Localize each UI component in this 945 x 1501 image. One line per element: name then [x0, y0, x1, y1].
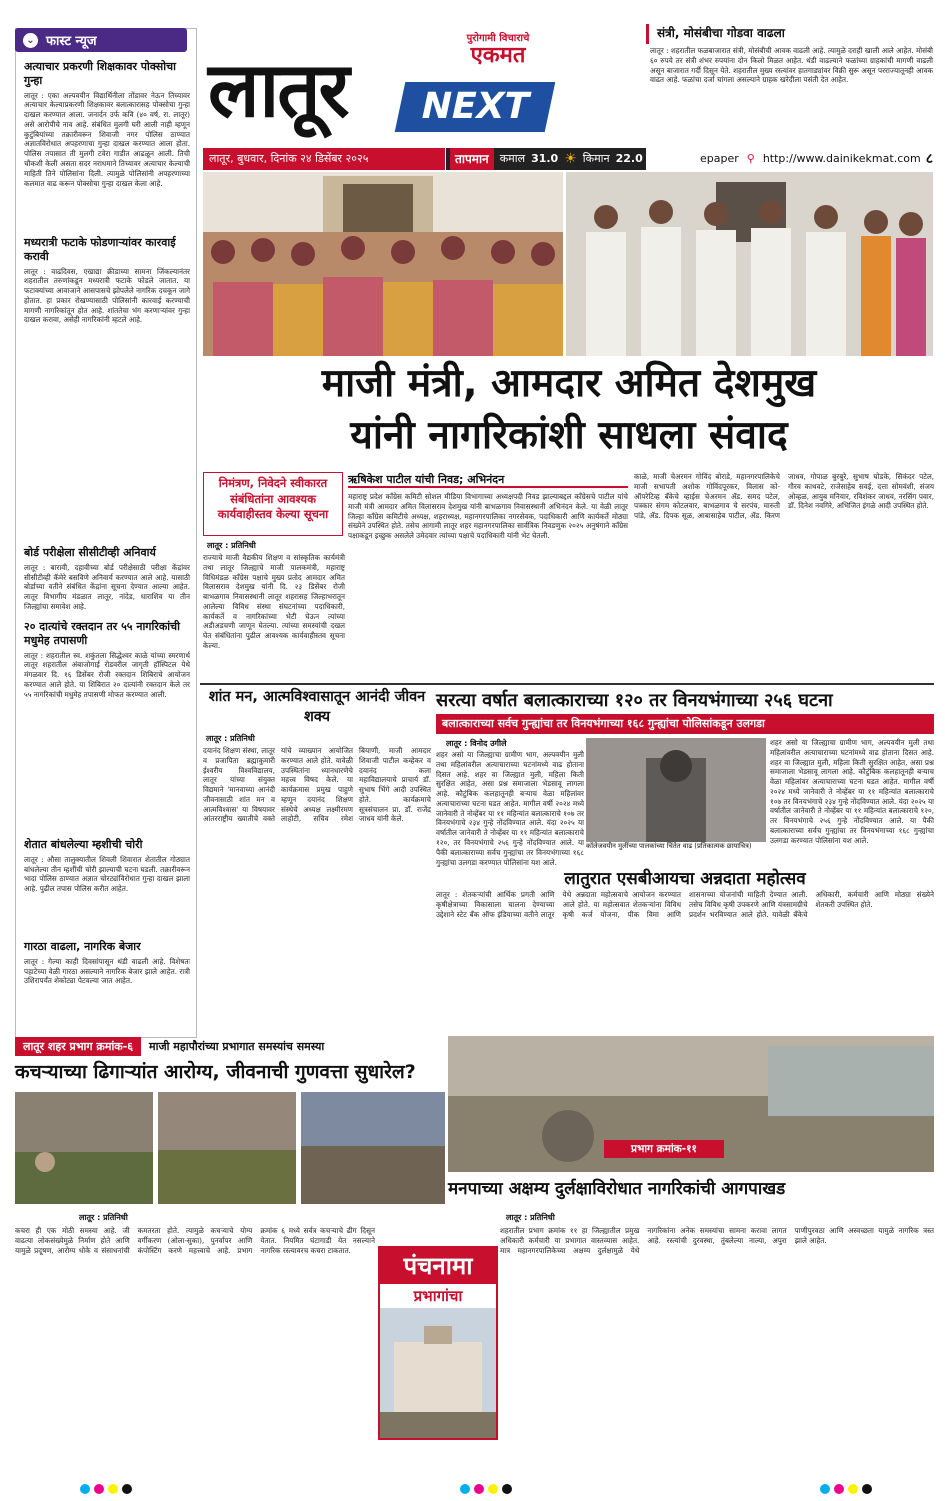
temp-max-label: कमाल: [499, 152, 526, 165]
page-number: ८: [925, 151, 933, 167]
byline: लातूर : प्रतिनिधी: [79, 1213, 128, 1222]
chevron-down-icon: ⌄: [23, 33, 38, 48]
sbi-headline: लातुरात एसबीआयचा अन्नदाता महोत्सव: [564, 869, 806, 889]
divider: [200, 683, 934, 685]
sidebar-item-title: २० दात्यांचे रक्तदान तर ५५ नागरिकांची मधुमेह तपासणी: [24, 620, 180, 647]
shant-man-headline: शांत मन, आत्मविश्वासातून आनंदी जीवन शक्य: [208, 689, 426, 725]
ward6-headline: कचऱ्याच्या ढिगाऱ्यांत आरोग्य, जीवनाची गुणवत्ता सुधारेल?: [15, 1061, 416, 1083]
byline: लातूर : विनोद उगीले: [446, 739, 507, 748]
byline: लातूर : प्रतिनिधी: [506, 1213, 555, 1222]
sidebar-item: [24, 838, 190, 932]
temp-min: 22.0: [615, 152, 643, 165]
sidebar-item-title: बोर्ड परीक्षेला सीसीटीव्ही अनिवार्य: [24, 546, 156, 559]
crime-subheadline: बलात्काराच्या सर्वच गुन्ह्यांचा तर विनयभंगाच्या १६८ गुन्ह्यांचा पोलिसांकडून उलगडा: [436, 714, 934, 734]
lead-headline-line2: यांनी नागरिकांशी साधला संवाद: [350, 413, 788, 458]
ward-bar-text: माजी महापौरांच्या प्रभागात समस्यांच समस्या: [149, 1039, 325, 1053]
shant-man-body: दयानंद शिक्षण संस्था, लातूर व प्रजापिता ब्रह्माकुमारी ईश्वरीय विश्वविद्यालय, लातूर यांच्या संयुक्त विद्यमाने 'मानवाच्या आनंदी जीवनासाठी शांत मन व आत्मविश्वास' या विषयावर आंतरराष्ट्रीय ख्यातीचे वक्ते यांचे व्याख्यान आयोजित करण्यात आले होते. यावेळी उपस्थितांना ध्यानधारणेचे महत्त्व विषद केले. या कार्यक्रमास प्रमुख पाहुणे म्हणून दयानंद शिक्षण संस्थेचे अध्यक्ष लक्ष्मीरमण लाहोटी, सचिव रमेश बियाणी, माजी आमदार शिवाजी पाटील कव्हेकर व दयानंद कला महाविद्यालयाचे प्राचार्य डॉ. सुभाष भिंगे आदी उपस्थित होते. कार्यक्रमाचे सूत्रसंचालन प्रा. डॉ. राजेंद्र जाधव यांनी केले.: [203, 746, 431, 824]
sidebar-item: [24, 940, 190, 1034]
weather-bar: [446, 148, 646, 170]
lead-photo-right: [566, 172, 933, 356]
crime-body-cont: शहर असो या जिल्ह्याचा ग्रामीण भाग, अल्पवयीन मुली तथा महिलांवरील अत्याचाराच्या घटनांमध्ये वाढ होताना दिसत आहे. शहर वा जिल्ह्यात मुली, महिला किती सुरक्षित आहेत, असा प्रश्न समाजाला भेडसावू लागला आहे. कौटुंबिक कलहातूनही बऱ्याच वेळा महिलांवर अत्याचाराच्या घटना घडत आहेत. मागील वर्षी २०२४ मध्ये जानेवारी ते नोव्हेंबर या ११ महिन्यांत बलात्काराचे १०७ तर विनयभंगाचे २३४ गुन्हे नोंदविण्यात आले. यंदा २०२५ या वर्षातील जानेवारी ते नोव्हेंबर या ११ महिन्यांत बलात्काराचे १२०, तर विनयभंगाचे २५६ गुन्हे नोंदविण्यात आले. या पैकी बलात्काराच्या सर्वच गुन्ह्यांचा तर विनयभंगाच्या १६८ गुन्ह्यांचा उलगडा करण्यात पोलिसांना यश आले.: [770, 738, 934, 845]
ward11-tag: प्रभाग क्रमांक-११: [604, 1140, 724, 1158]
temp-min-label: किमान: [582, 152, 610, 165]
fast-news-banner: [15, 28, 187, 52]
lead-headline-line1: माजी मंत्री, आमदार अमित देशमुख: [321, 361, 817, 406]
lead-headline: [205, 358, 933, 468]
registration-strip: [0, 1476, 945, 1501]
lead-photo-left: [203, 172, 563, 356]
logo: लातूर: [208, 45, 348, 134]
sidebar-item-title: शेतात बांधलेल्या म्हशीची चोरी: [24, 838, 143, 851]
crime-headline: सरत्या वर्षात बलात्काराच्या १२० तर विनयभंगाच्या २५६ घटना: [436, 690, 833, 711]
tagline: [438, 30, 558, 76]
tagline-top: पुरोगामी विचाराचे: [466, 33, 530, 44]
sbi-body: लातूर : शेतकऱ्यांची आर्थिक प्रगती आणि कृषीक्षेत्राच्या विकासाला चालना देण्याच्या उद्देशाने स्टेट बँक ऑफ इंडियाच्या वतीने लातूर येथे अन्नदाता महोत्सवाचे आयोजन करण्यात आले होते. या महोत्सवात शेतकऱ्यांना विविध कृषी कर्ज योजना, पीक विमा आणि शासनाच्या योजनांची माहिती देण्यात आली. तसेच विविध कृषी उपकरणे आणि यंत्रसामग्रीचे प्रदर्शन भरविण्यात आले होते. यावेळी बँकेचे अधिकारी, कर्मचारी आणि मोठ्या संख्येने शेतकरी उपस्थित होते.: [436, 890, 934, 919]
epaper-label: epaper: [700, 152, 739, 165]
building-icon: [380, 1308, 496, 1438]
ward6-photos: [15, 1092, 445, 1204]
panchnama-sub: प्रभागांचा: [380, 1284, 496, 1308]
ward11-body: शहरातील प्रभाग क्रमांक ११ हा जिल्ह्यातील प्रमुख अधिकारी कर्मचारी या प्रभागात वास्तव्यास आहेत. मात्र महानगरपालिकेच्या अक्षम्य दुर्लक्षामुळे येथे नागरिकांना अनेक समस्यांचा सामना करावा लागत आहे. रस्त्यांची दुरवस्था, तुंबलेल्या नाल्या, अपुरा पाणीपुरवठा आणि अस्वच्छता यामुळे नागरिक त्रस्त झाले आहेत.: [500, 1226, 934, 1255]
top-right-body: लातूर : शहरातील फळबाजारात संत्री, मोसंबीची आवक वाढली आहे. त्यामुळे दराही खाली आले आहेत. मोसंबी ६० रुपये तर संत्री शंभर रुपयांना दोन किलो मिळत आहेत. थंडी वाढल्याने फळांच्या ग्राहकांची मागणी वाढली असून बाजारात गर्दी दिसून येते. शहरातील मुख्य रस्त्यांवर हातगाड्यांवर विक्री सुरू असून परराज्यातूनही आवक वाढत आहे. फळांचा दर्जा चांगला असल्याने ग्राहक खरेदीला पसंती देत आहेत.: [650, 46, 933, 85]
ward6-body: कचरा ही एक मोठी समस्या आहे. जी वाढत्या लोकसंख्येमुळे निर्माण होते आणि यामुळे प्रदूषण, आरोग्य धोके व संसाधनांची कमतरता होते. त्यामुळे कचऱ्याचे योग्य वर्गीकरण (ओला-सुका), पुनर्वापर आणि कंपोस्टिंग करणे महत्त्वाचे आहे. प्रभाग क्रमांक ६ मध्ये सर्वत्र कचऱ्याचे ढीग दिसून येतात. नियमित घंटागाडी येत नसल्याने नागरिक रस्त्यावरच कचरा टाकतात.: [15, 1226, 375, 1255]
search-icon: ⚲: [746, 152, 755, 165]
side-box-body: राज्याचे माजी वैद्यकीय शिक्षण व सांस्कृतिक कार्यमंत्री तथा लातूर जिल्ह्याचे माजी पालकमंत्री, महाराष्ट्र विधिमंडळ काँग्रेस पक्षाचे मुख्य प्रतोद आमदार अमित विलासराव देशमुख यांनी दि. २३ डिसेंबर रोजी बाभळगाव निवासस्थानी लातूर शहरासह जिल्हाभरातून आलेल्या विविध संस्था संघटनांच्या पदाधिकारी, कार्यकर्ते व नागरिकांच्या भेटी घेऊन त्यांच्या अडीअडचणी जाणून घेतल्या. त्यांच्या समस्यांची दखल घेत संबंधितांना पुढील आवश्यक कार्यवाहीस्तव सूचना केल्या.: [203, 553, 345, 651]
sidebar-item: [24, 60, 190, 210]
byline: लातूर : प्रतिनिधी: [207, 541, 256, 550]
byline: लातूर : प्रतिनिधी: [206, 734, 255, 743]
sidebar-item-body: लातूर : वाढदिवस, एखाद्या क्रीडाच्या सामना जिंकल्यानंतर शहरातील तरुणांकडून मध्यरात्री फटाके फोडले जातात. या फटाक्यांच्या आवाजाने आसपासचे झोपलेले नागरिक दचकून जागे होतात. हा प्रकार रोखण्यासाठी पोलिसांनी कारवाई करण्याची मागणी नागरिकांतून होत आहे. शांततेचा भंग करणाऱ्यांवर गुन्हा दाखल करावा, असेही नागरिकांनी म्हटले आहे.: [24, 266, 190, 325]
brand-name: एकमत: [470, 43, 526, 68]
sidebar-item: [24, 546, 190, 616]
sidebar-item-body: लातूर : औसा तालुक्यातील शिवली शिवारात शेतातील गोठ्यात बांधलेल्या तीन म्हशींची चोरी झाल्याची घटना घडली. तक्रारीवरून भादा पोलिस ठाण्यात अज्ञात चोरट्यांविरोधात गुन्हा दाखल झाला आहे. पुढील तपास पोलिस करीत आहेत.: [24, 854, 190, 894]
epaper-info: [646, 148, 933, 170]
panchnama-title: पंचनामा: [380, 1248, 496, 1284]
side-box-headline: निमंत्रण, निवेदने स्वीकारत संबंधितांना आवश्यक कार्यवाहीस्तव केल्या सूचना: [203, 472, 343, 536]
names-list: काळे, माजी चेअरमन गोविंद बोराडे, महानगरपालिकेचे माजी सभापती अशोक गोविंदपूरकर, विलास को-ऑपरेटिव्ह बँकेचे व्हाईस चेअरमन ॲड. समद पटेल, पत्रकार संगम कोटलवार, बाभळगाव चे सरपंच, मारुती पांडे, ॲड. दिपक सूळ, आबासाहेब पाटील, ॲड. किरण जाधव, गोपाळ बुरबुरे, सुभाष घोडके, सिकंदर पटेल, गौरव काथवटे, राजेसाहेब सवई, दत्ता सोमवंशी, संजय ओव्हळ, आयुब मनियार, रविशंकर जाधव, नरसिंग पवार, डॉ. दिनेश नवगिरे, अभिजित इंगळे आदी उपस्थित होते.: [634, 472, 934, 521]
panchnama-badge: [378, 1246, 498, 1440]
sidebar-item-body: लातूर : एका अल्पवयीन विद्यार्थिनीला तोंडावर नेऊन तिच्यावर अत्याचार केल्याप्रकरणी शिक्षकावर बलात्कारासह पोक्सोचा गुन्हा दाखल करण्यात आला. जनार्दन उर्फ कवि (४० वर्ष, रा. लातूर) असे आरोपीचे नाव आहे. संबंधित मुलगी घरी आली नाही म्हणून कुटुंबियांच्या तक्रारीवरून शिवाजी नगर पोलिस ठाण्यात अज्ञातविरोधात अपहरणाचा गुन्हा दाखल करण्यात आला होता. पोलिस तपासात ती मुलगी टवेरा गाडीत आढळून आली. तिची चौकशी केली असता सदर नराधमाने तिच्यावर अत्याचार केल्याची माहिती तिने पोलिसांना दिली. त्यामुळे पोलिसांनी अपहरणाच्या कलमात वाढ करून पोक्सोचा गुन्हा दाखल केला आहे.: [24, 90, 190, 188]
sidebar-item-body: लातूर : शहरातील स्व. शकुंतला सिद्धेश्वर काळे यांच्या स्मरणार्थ लातूर शहरातील अंबाजोगाई रोडवरील जागृती हॉस्पिटल येथे मंगळवार दि. १६ डिसेंबर रोजी रक्तदान शिबिराचे आयोजन करण्यात आले होते. या शिबिरात २० दात्यांनी रक्तदान केले तर ५५ नागरिकांची मधुमेह तपासणी मोफत करण्यात आली.: [24, 650, 190, 699]
weather-label: तापमान: [450, 148, 494, 170]
logo-next: NEXT: [395, 82, 556, 132]
sidebar-item-title: मध्यरात्री फटाके फोडणाऱ्यांवर कारवाई करावी: [24, 236, 176, 263]
sidebar-item-title: गारठा वाढला, नागरिक बेजार: [24, 940, 141, 953]
rishikesh-body: महाराष्ट्र प्रदेश काँग्रेस कमिटी सोशल मीडिया विभागाच्या अध्यक्षपदी निवड झाल्याबद्दल काँग्रेसचे पाटील यांचे माजी मंत्री आमदार अमित विलासराव देशमुख यांनी बाभळगाव निवासस्थानी अभिनंदन केले. या वेळी लातूर जिल्हा काँग्रेस कमिटीचे अध्यक्ष, शहराध्यक्ष, महानगरपालिका नगरसेवक, पदाधिकारी आणि कार्यकर्ते मोठ्या संख्येने उपस्थित होते. तसेच आगामी लातूर शहर महानगरपालिका सार्वत्रिक निवडणुक २०२५ अनुषंगाने काँग्रेस पक्षाकडून इच्छुक असलेले उमेदवार त्यांच्या पक्षाचे पदाधिकारी यांनी भेट घेतली.: [348, 492, 628, 541]
sidebar-item-title: अत्याचार प्रकरणी शिक्षकावर पोक्सोचा गुन्हा: [24, 60, 176, 87]
ward-bar-label: लातूर शहर प्रभाग क्रमांक-६: [15, 1037, 141, 1056]
website-link[interactable]: http://www.dainikekmat.com: [762, 152, 921, 165]
ward11-headline: मनपाच्या अक्षम्य दुर्लक्षाविरोधात नागरिकांची आगपाखड: [448, 1179, 786, 1199]
sidebar-item-body: लातूर : गेल्या काही दिवसांपासून थंडी वाढली आहे. विशेषतः पहाटेच्या वेळी गारठा असल्याने नागरिक बेजार झाले आहेत. रात्री उशिरापर्यंत शेकोट्या पेटवल्या जात आहेत.: [24, 956, 190, 986]
rishikesh-headline: ऋषिकेश पाटील यांची निवड; अभिनंदन: [348, 472, 628, 488]
sidebar-item: [24, 620, 190, 750]
crime-body: शहर असो या जिल्ह्याचा ग्रामीण भाग, अल्पवयीन मुली तथा महिलांवरील अत्याचाराच्या घटनांमध्ये वाढ होताना दिसत आहे. शहर वा जिल्ह्यात मुली, महिला किती सुरक्षित आहेत, असा प्रश्न समाजाला भेडसावू लागला आहे. कौटुंबिक कलहातूनही बऱ्याच वेळा महिलांवर अत्याचाराच्या घटना घडत आहेत. मागील वर्षी २०२४ मध्ये जानेवारी ते नोव्हेंबर या ११ महिन्यांत बलात्काराचे १०७ तर विनयभंगाचे २३४ गुन्हे नोंदविण्यात आले. यंदा २०२५ या वर्षातील जानेवारी ते नोव्हेंबर या ११ महिन्यांत बलात्काराचे १२०, तर विनयभंगाचे २५६ गुन्हे नोंदविण्यात आले. या पैकी बलात्काराच्या सर्वच गुन्ह्यांचा तर विनयभंगाच्या १६८ गुन्ह्यांचा उलगडा करण्यात पोलिसांना यश आले.: [436, 750, 584, 867]
crime-photo: [586, 738, 766, 842]
fast-news-label: फास्ट न्यूज: [46, 34, 97, 49]
dateline: लातूर, बुधवार, दिनांक २४ डिसेंबर २०२५: [203, 148, 445, 170]
temp-max: 31.0: [531, 152, 559, 165]
sun-icon: ☀: [564, 151, 577, 167]
sidebar-item-body: लातूर : बारावी, दहावीच्या बोर्ड परीक्षेसाठी परीक्षा केंद्रांवर सीसीटीव्ही कॅमेरे बसविणे अनिवार्य करण्यात आले आहे. यासाठी बोर्डाच्या वतीने संबंधित केंद्रांना सूचना देण्यात आल्या आहेत. लातूर विभागीय मंडळात लातूर, नांदेड, धाराशिव या तीन जिल्ह्यांचा समावेश आहे.: [24, 562, 190, 611]
sidebar-item: [24, 236, 190, 540]
photo-caption: कॉलेजवयीन मुलींच्या पालकांच्या चिंतेत वाढ (प्रतिकात्मक छायाचित्र): [586, 842, 752, 850]
ward-bar: [15, 1036, 445, 1056]
top-right-headline: संत्री, मोसंबीचा गोडवा वाढला: [646, 24, 936, 44]
